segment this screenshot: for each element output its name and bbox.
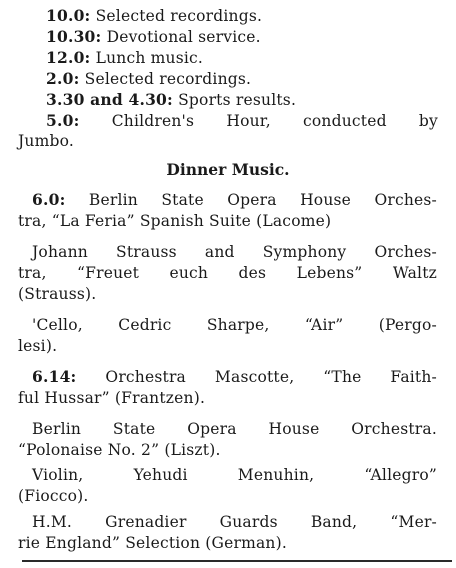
schedule-entry [46,27,261,47]
program-line [18,388,205,408]
item-text: Orchestra Mascotte, “The Faith- [76,368,437,386]
entry-text: Jumbo. [18,132,75,150]
entry-time: 10.0: [46,6,91,25]
entry-text: Lunch music. [90,49,204,67]
program-line [32,315,437,335]
schedule-entry [46,6,262,26]
item-text: rie England” Selection (German). [18,534,287,552]
item-text: H.M. Grenadier Guards Band, “Mer- [32,513,437,531]
entry-text: Selected recordings. [90,7,263,25]
schedule-entry [46,90,296,110]
schedule-entry [46,111,438,131]
program-line [32,190,437,210]
item-text: “Polonaise No. 2” (Liszt). [18,441,221,459]
schedule-entry [46,48,203,68]
program-line [32,242,437,262]
program-line [18,486,89,506]
section-title: Dinner Music. [166,160,290,179]
item-text: 'Cello, Cedric Sharpe, “Air” (Pergo- [32,316,437,334]
program-line [32,512,437,532]
program-line [18,284,96,304]
entry-text: Devotional service. [101,28,261,46]
schedule-entry-continued [18,131,74,151]
item-text: tra, “La Feria” Spanish Suite (Lacome) [18,212,332,230]
entry-time: 12.0: [46,48,91,67]
entry-text: Sports results. [172,91,297,109]
item-text: (Strauss). [18,285,97,303]
item-text: Berlin State Opera House Orchestra. [32,420,437,438]
item-text: Berlin State Opera House Orches- [65,191,437,209]
entry-time: 2.0: [46,69,80,88]
program-line [18,440,221,460]
program-line [18,211,331,231]
entry-time: 5.0: [46,111,80,130]
entry-time: 3.30 and 4.30: [46,90,173,109]
bottom-divider [22,560,452,562]
program-line [32,465,437,485]
program-line [32,367,437,387]
entry-text: Children's Hour, conducted by [79,112,438,130]
item-time: 6.14: [32,367,77,386]
item-text: (Fiocco). [18,487,89,505]
item-text: Violin, Yehudi Menuhin, “Allegro” [32,466,437,484]
item-text: tra, “Freuet euch des Lebens” Waltz [18,264,437,282]
item-time: 6.0: [32,190,66,209]
program-line [18,263,437,283]
item-text: lesi). [18,337,58,355]
program-line [18,336,57,356]
program-line [18,533,287,553]
entry-text: Selected recordings. [79,70,252,88]
item-text: ful Hussar” (Frantzen). [18,389,206,407]
entry-time: 10.30: [46,27,102,46]
item-text: Johann Strauss and Symphony Orches- [32,243,437,261]
schedule-entry [46,69,251,89]
program-line [32,419,437,439]
